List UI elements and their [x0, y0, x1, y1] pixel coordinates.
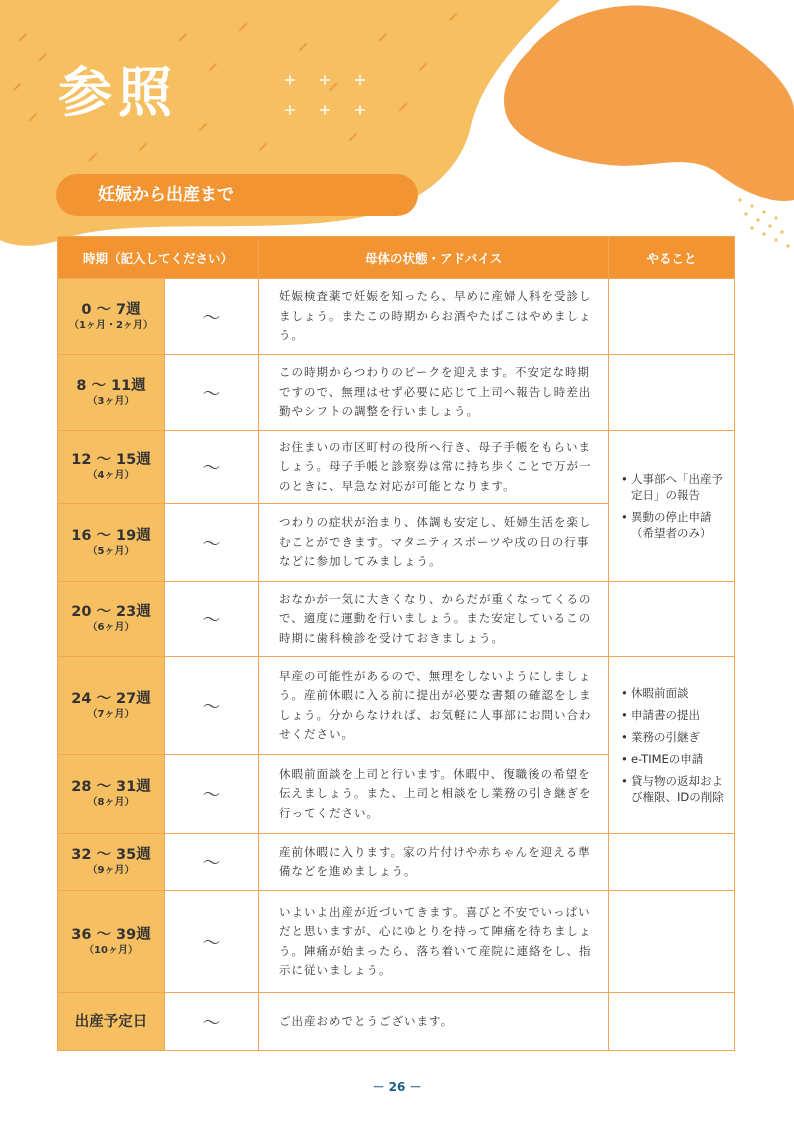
todo-list — [621, 685, 726, 805]
date-entry-field[interactable]: ～ — [165, 755, 259, 834]
todo-cell — [609, 993, 735, 1051]
advice-text: いよいよ出産が近づいてきます。喜びと不安でいっぱいだと思いますが、心にゆとりを持って陣痛を待ちましょう。陣痛が始まったら、落ち着いて産院に連絡をし、指示に従いましょう。 — [259, 891, 609, 993]
period-months: （7ヶ月） — [87, 708, 135, 720]
period-cell — [58, 657, 165, 755]
period-cell — [58, 431, 165, 504]
todo-list — [621, 471, 726, 541]
period-cell — [58, 891, 165, 993]
period-months: （4ヶ月） — [87, 470, 135, 481]
date-entry-field[interactable]: ～ — [165, 355, 259, 431]
date-entry-field[interactable]: ～ — [165, 504, 259, 582]
advice-text: 休暇前面談を上司と行います。休暇中、復職後の希望を伝えましょう。また、上司と相談をし業務の引き継ぎを行ってください。 — [259, 755, 609, 834]
advice-text: この時期からつわりのピークを迎えます。不安定な時期ですので、無理はせず必要に応じて上司へ報告し時差出勤やシフトの調整を行いましょう。 — [259, 355, 609, 431]
table-row — [58, 279, 735, 355]
period-cell — [58, 582, 165, 657]
date-entry-field[interactable]: ～ — [165, 431, 259, 504]
advice-text: つわりの症状が治まり、体調も安定し、妊婦生活を楽しむことができます。マタニティスポーツや戌の日の行事などに参加してみましょう。 — [259, 504, 609, 582]
todo-item: • 異動の停止申請（希望者のみ） — [621, 509, 726, 541]
todo-item: • 人事部へ「出産予定日」の報告 — [621, 471, 726, 503]
period-weeks: 36 ～ 39週 — [71, 926, 151, 943]
table-header-row — [58, 237, 735, 279]
period-weeks: 8 ～ 11週 — [76, 377, 146, 394]
page-title: 参照 — [58, 61, 178, 124]
period-cell — [58, 279, 165, 355]
todo-cell — [609, 834, 735, 891]
date-entry-field[interactable]: ～ — [165, 657, 259, 755]
period-weeks: 出産予定日 — [74, 1013, 148, 1030]
period-months: （1ヶ月・2ヶ月） — [69, 319, 153, 331]
todo-cell — [609, 582, 735, 657]
period-weeks: 12 ～ 15週 — [71, 452, 151, 468]
period-weeks: 0 ～ 7週 — [81, 301, 141, 318]
period-cell — [58, 504, 165, 582]
todo-cell — [609, 657, 735, 834]
page-number: － 26 － — [372, 1080, 422, 1094]
todo-cell — [609, 891, 735, 993]
todo-cell — [609, 279, 735, 355]
period-weeks: 32 ～ 35週 — [71, 847, 151, 863]
date-entry-field[interactable]: ～ — [165, 891, 259, 993]
period-months: （9ヶ月） — [87, 865, 135, 876]
header-advice: 母体の状態・アドバイス — [259, 237, 609, 279]
period-weeks: 28 ～ 31週 — [71, 779, 151, 795]
header-period: 時期（記入してください） — [58, 237, 259, 279]
period-months: （10ヶ月） — [84, 944, 138, 956]
advice-text: 妊娠検査薬で妊娠を知ったら、早めに産婦人科を受診しましょう。またこの時期からお酒やたばこはやめましょう。 — [259, 279, 609, 355]
period-weeks: 24 ～ 27週 — [71, 690, 151, 707]
todo-item: • e-TIMEの申請 — [621, 751, 726, 767]
todo-item: • 申請書の提出 — [621, 707, 726, 723]
todo-item: • 休暇前面談 — [621, 685, 726, 701]
date-entry-field[interactable]: ～ — [165, 279, 259, 355]
header-todo: やること — [609, 237, 735, 279]
period-months: （8ヶ月） — [87, 797, 135, 808]
todo-cell — [609, 431, 735, 582]
advice-text: 産前休暇に入ります。家の片付けや赤ちゃんを迎える準備などを進めましょう。 — [259, 834, 609, 891]
table-row — [58, 582, 735, 657]
period-cell — [58, 993, 165, 1051]
todo-item: • 貸与物の返却および権限、IDの削除 — [621, 773, 726, 805]
date-entry-field[interactable]: ～ — [165, 834, 259, 891]
table-row — [58, 431, 735, 504]
period-weeks: 20 ～ 23週 — [71, 604, 151, 620]
table-row — [58, 657, 735, 755]
advice-text: 早産の可能性があるので、無理をしないようにしましょう。産前休暇に入る前に提出が必要な書類の確認をしましょう。分からなければ、お気軽に人事部にお問い合わせください。 — [259, 657, 609, 755]
period-cell — [58, 834, 165, 891]
table-row — [58, 891, 735, 993]
advice-text: お住まいの市区町村の役所へ行き、母子手帳をもらいましょう。母子手帳と診察券は常に持ち歩くことで万が一のときに、早急な対応が可能となります。 — [259, 431, 609, 504]
todo-item: • 業務の引継ぎ — [621, 729, 726, 745]
header-decoration — [0, 0, 794, 260]
section-title: 妊娠から出産まで — [56, 174, 418, 216]
period-months: （6ヶ月） — [87, 622, 135, 633]
advice-text: ご出産おめでとうございます。 — [259, 993, 609, 1051]
table-row — [58, 355, 735, 431]
todo-cell — [609, 355, 735, 431]
period-cell — [58, 755, 165, 834]
date-entry-field[interactable]: ～ — [165, 582, 259, 657]
period-months: （3ヶ月） — [87, 395, 135, 407]
table-row — [58, 834, 735, 891]
period-months: （5ヶ月） — [87, 545, 135, 557]
table-row — [58, 993, 735, 1051]
period-weeks: 16 ～ 19週 — [71, 527, 151, 544]
period-cell — [58, 355, 165, 431]
date-entry-field[interactable]: ～ — [165, 993, 259, 1051]
advice-text: おなかが一気に大きくなり、からだが重くなってくるので、適度に運動を行いましょう。また安定しているこの時期に歯科検診を受けておきましょう。 — [259, 582, 609, 657]
pregnancy-schedule-table — [57, 236, 735, 1051]
